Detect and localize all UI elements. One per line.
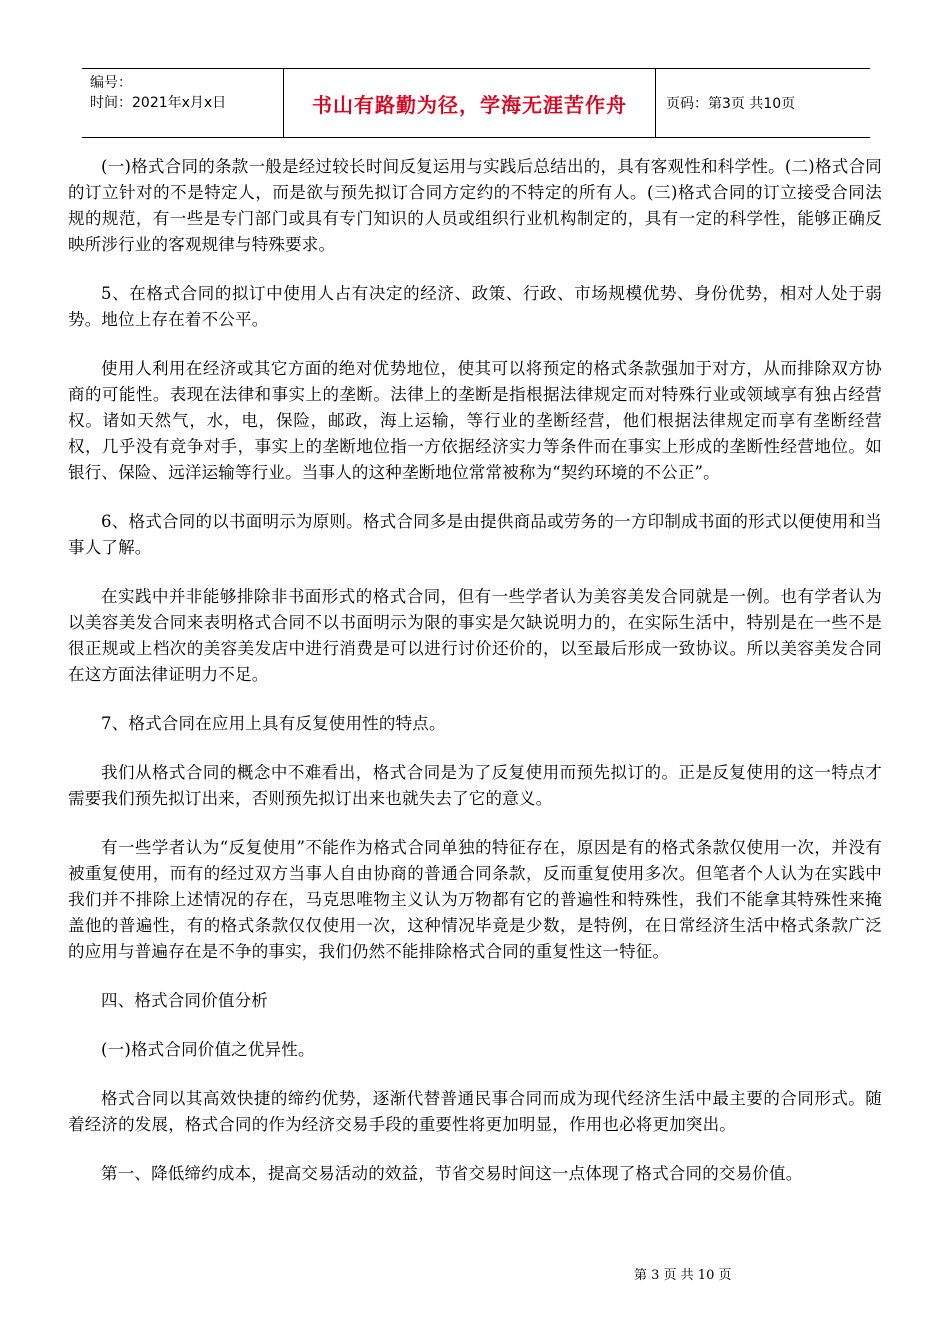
- subsection-heading: (一)格式合同价值之优异性。: [101, 1040, 315, 1059]
- header-motto: 书山有路勤为径，学海无涯苦作舟: [284, 69, 656, 137]
- header-meta: [82, 69, 284, 137]
- section-heading: 四、格式合同价值分析: [101, 991, 268, 1010]
- paragraph: 5、在格式合同的拟订中使用人占有决定的经济、政策、行政、市场规模优势、身份优势，相对人处于弱势。地位上存在着不公平。: [68, 284, 882, 329]
- paragraph: 我们从格式合同的概念中不难看出，格式合同是为了反复使用而预先拟订的。正是反复使用的这一特点才需要我们预先拟订出来，否则预先拟订出来也就失去了它的意义。: [68, 763, 882, 808]
- paragraph: 7、格式合同在应用上具有反复使用性的特点。: [101, 714, 446, 733]
- document-header: [82, 68, 870, 138]
- header-time-label: 时间：2021年x月x日: [90, 95, 227, 111]
- paragraph: 第一、降低缔约成本，提高交易活动的效益，节省交易时间这一点体现了格式合同的交易价值。: [101, 1164, 803, 1183]
- header-page-info: 页码：第3页 共10页: [666, 96, 796, 112]
- page-footer: 第 3 页 共 10 页: [634, 1268, 732, 1283]
- document-body: [68, 154, 882, 1210]
- paragraph: (一)格式合同的条款一般是经过较长时间反复运用与实践后总结出的，具有客观性和科学性。(二)格式合同的订立针对的不是特定人，而是欲与预先拟订合同方定约的不特定的所有人。(三)格式合同的订立接受合同法规的规范，有一些是专门部门或具有专门知识的人员或组织行业机构制定的，具有一定的科学性，能够正确反映所涉行业的客观规律与特殊要求。: [68, 157, 882, 254]
- paragraph: 6、格式合同的以书面明示为原则。格式合同多是由提供商品或劳务的一方印制成书面的形式以便使用和当事人了解。: [68, 512, 882, 557]
- paragraph: 使用人利用在经济或其它方面的绝对优势地位，使其可以将预定的格式条款强加于对方，从而排除双方协商的可能性。表现在法律和事实上的垄断。法律上的垄断是指根据法律规定而对特殊行业或领域享有独占经营权。诸如天然气，水，电，保险，邮政，海上运输，等行业的垄断经营，他们根据法律规定而享有垄断经营权，几乎没有竞争对手，事实上的垄断地位指一方依据经济实力等条件而在事实上形成的垄断性经营地位。如银行、保险、远洋运输等行业。当事人的这种垄断地位常常被称为“契约环境的不公正”。: [68, 359, 882, 482]
- paragraph: 格式合同以其高效快捷的缔约优势，逐渐代替普通民事合同而成为现代经济生活中最主要的合同形式。随着经济的发展，格式合同的作为经济交易手段的重要性将更加明显，作用也必将更加突出。: [68, 1089, 882, 1134]
- header-number-label: 编号：: [90, 75, 132, 91]
- paragraph: 有一些学者认为“反复使用”不能作为格式合同单独的特征存在，原因是有的格式条款仅使用一次，并没有被重复使用，而有的经过双方当事人自由协商的普通合同条款，反而重复使用多次。但笔者个人认为在实践中我们并不排除上述情况的存在，马克思唯物主义认为万物都有它的普遍性和特殊性，我们不能拿其特殊性来掩盖他的普遍性，有的格式条款仅仅使用一次，这种情况毕竟是少数，是特例，在日常经济生活中格式条款广泛的应用与普遍存在是不争的事实，我们仍然不能排除格式合同的重复性这一特征。: [68, 838, 882, 961]
- paragraph: 在实践中并非能够排除非书面形式的格式合同，但有一些学者认为美容美发合同就是一例。也有学者认为以美容美发合同来表明格式合同不以书面明示为限的事实是欠缺说明力的，在实际生活中，特别是在一些不是很正规或上档次的美容美发店中进行消费是可以进行讨价还价的，以至最后形成一致协议。所以美容美发合同在这方面法律证明力不足。: [68, 587, 882, 684]
